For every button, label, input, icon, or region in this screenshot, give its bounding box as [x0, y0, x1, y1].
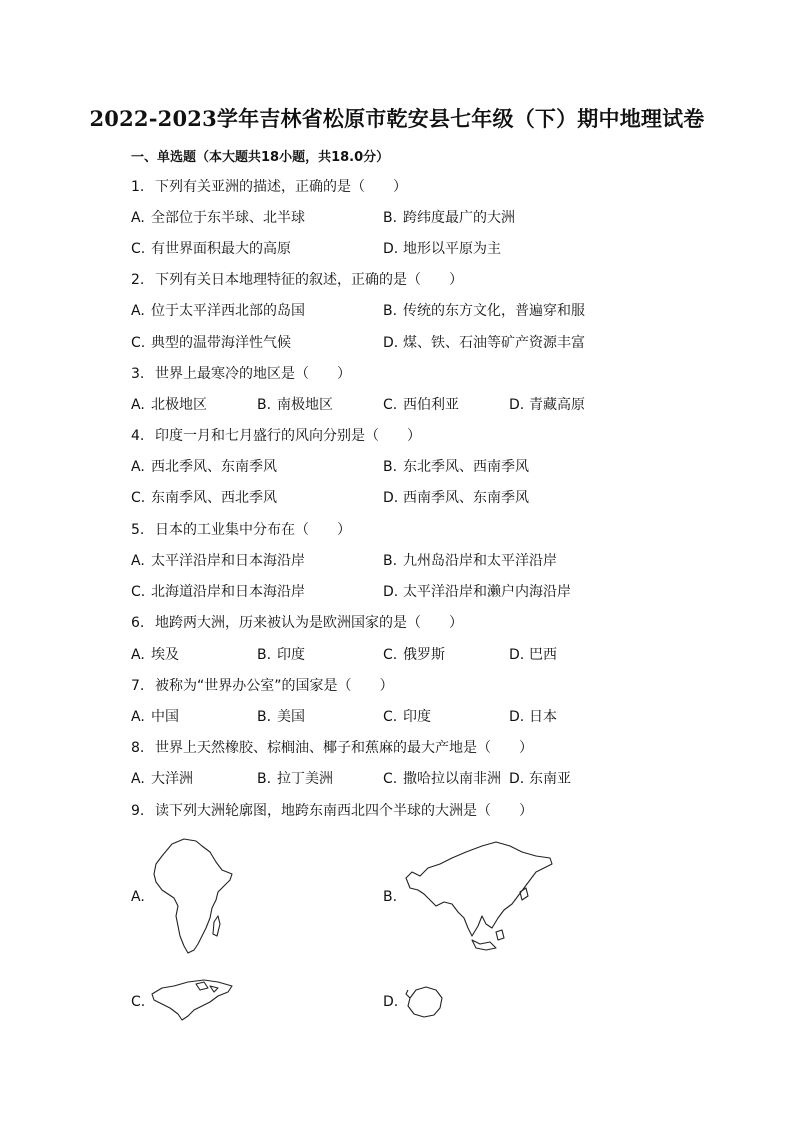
section-heading: 一、单选题（本大题共18小题，共18.0分） [131, 150, 390, 165]
question-text: 世界上最寒冷的地区是（ ） [155, 366, 351, 382]
map-option-d-label: D. [383, 994, 399, 1010]
question-text: 地跨两大洲，历来被认为是欧洲国家的是（ ） [155, 615, 463, 631]
question-6: 6. 地跨两大洲，历来被认为是欧洲国家的是（ ） [131, 615, 463, 631]
q6-option-b: B. 印度 [257, 647, 305, 663]
q7-option-b: B. 美国 [257, 709, 305, 725]
map-option-b-label: B. [383, 889, 398, 905]
q8-option-a: A. 大洋洲 [131, 771, 193, 787]
question-4: 4. 印度一月和七月盛行的风向分别是（ ） [131, 428, 421, 444]
q4-option-c: C. 东南季风、西北季风 [131, 490, 277, 506]
q7-option-d: D. 日本 [509, 709, 557, 725]
q2-option-a: A. 位于太平洋西北部的岛国 [131, 303, 305, 319]
question-text: 日本的工业集中分布在（ ） [155, 522, 351, 538]
q8-option-d: D. 东南亚 [509, 771, 571, 787]
q6-option-d: D. 巴西 [509, 647, 557, 663]
question-text: 印度一月和七月盛行的风向分别是（ ） [155, 428, 421, 444]
africa-outline-map [150, 836, 240, 958]
question-2: 2. 下列有关日本地理特征的叙述，正确的是（ ） [131, 272, 463, 288]
q2-option-b: B. 传统的东方文化，普遍穿和服 [383, 303, 585, 319]
q1-option-a: A. 全部位于东半球、北半球 [131, 210, 305, 226]
question-text: 世界上天然橡胶、棕榈油、椰子和蕉麻的最大产地是（ ） [155, 740, 533, 756]
q5-option-c: C. 北海道沿岸和日本海沿岸 [131, 584, 305, 600]
q3-option-c: C. 西伯利亚 [383, 397, 459, 413]
q8-option-b: B. 拉丁美洲 [257, 771, 333, 787]
q8-option-c: C. 撒哈拉以南非洲 [383, 771, 501, 787]
q7-option-c: C. 印度 [383, 709, 431, 725]
q1-option-c: C. 有世界面积最大的高原 [131, 241, 291, 257]
antarctica-outline-map [404, 984, 444, 1018]
q3-option-d: D. 青藏高原 [509, 397, 585, 413]
q4-option-b: B. 东北季风、西南季风 [383, 459, 529, 475]
q2-option-d: D. 煤、铁、石油等矿产资源丰富 [383, 335, 585, 351]
map-option-c-label: C. [131, 994, 146, 1010]
question-text: 读下列大洲轮廓图，地跨东南西北四个半球的大洲是（ ） [155, 803, 533, 819]
north-america-outline-map [148, 976, 236, 1022]
q6-option-c: C. 俄罗斯 [383, 647, 445, 663]
question-9: 9. 读下列大洲轮廓图，地跨东南西北四个半球的大洲是（ ） [131, 803, 533, 819]
q3-option-a: A. 北极地区 [131, 397, 207, 413]
q1-option-b: B. 跨纬度最广的大洲 [383, 210, 515, 226]
question-text: 下列有关日本地理特征的叙述，正确的是（ ） [155, 272, 463, 288]
exam-title: 2022-2023学年吉林省松原市乾安县七年级（下）期中地理试卷 [89, 106, 705, 131]
asia-outline-map [400, 832, 556, 956]
q3-option-b: B. 南极地区 [257, 397, 333, 413]
question-3: 3. 世界上最寒冷的地区是（ ） [131, 366, 351, 382]
q4-option-a: A. 西北季风、东南季风 [131, 459, 277, 475]
q2-option-c: C. 典型的温带海洋性气候 [131, 335, 291, 351]
q5-option-b: B. 九州岛沿岸和太平洋沿岸 [383, 553, 557, 569]
question-1: 1. 下列有关亚洲的描述，正确的是（ ） [131, 179, 407, 195]
q6-option-a: A. 埃及 [131, 647, 179, 663]
question-text: 下列有关亚洲的描述，正确的是（ ） [155, 179, 407, 195]
map-option-a-label: A. [131, 889, 145, 905]
q4-option-d: D. 西南季风、东南季风 [383, 490, 529, 506]
q5-option-d: D. 太平洋沿岸和濑户内海沿岸 [383, 584, 571, 600]
question-5: 5. 日本的工业集中分布在（ ） [131, 522, 351, 538]
question-7: 7. 被称为“世界办公室”的国家是（ ） [131, 678, 394, 694]
q7-option-a: A. 中国 [131, 709, 179, 725]
q5-option-a: A. 太平洋沿岸和日本海沿岸 [131, 553, 305, 569]
question-8: 8. 世界上天然橡胶、棕榈油、椰子和蕉麻的最大产地是（ ） [131, 740, 533, 756]
question-text: 被称为“世界办公室”的国家是（ ） [155, 678, 394, 694]
q1-option-d: D. 地形以平原为主 [383, 241, 501, 257]
